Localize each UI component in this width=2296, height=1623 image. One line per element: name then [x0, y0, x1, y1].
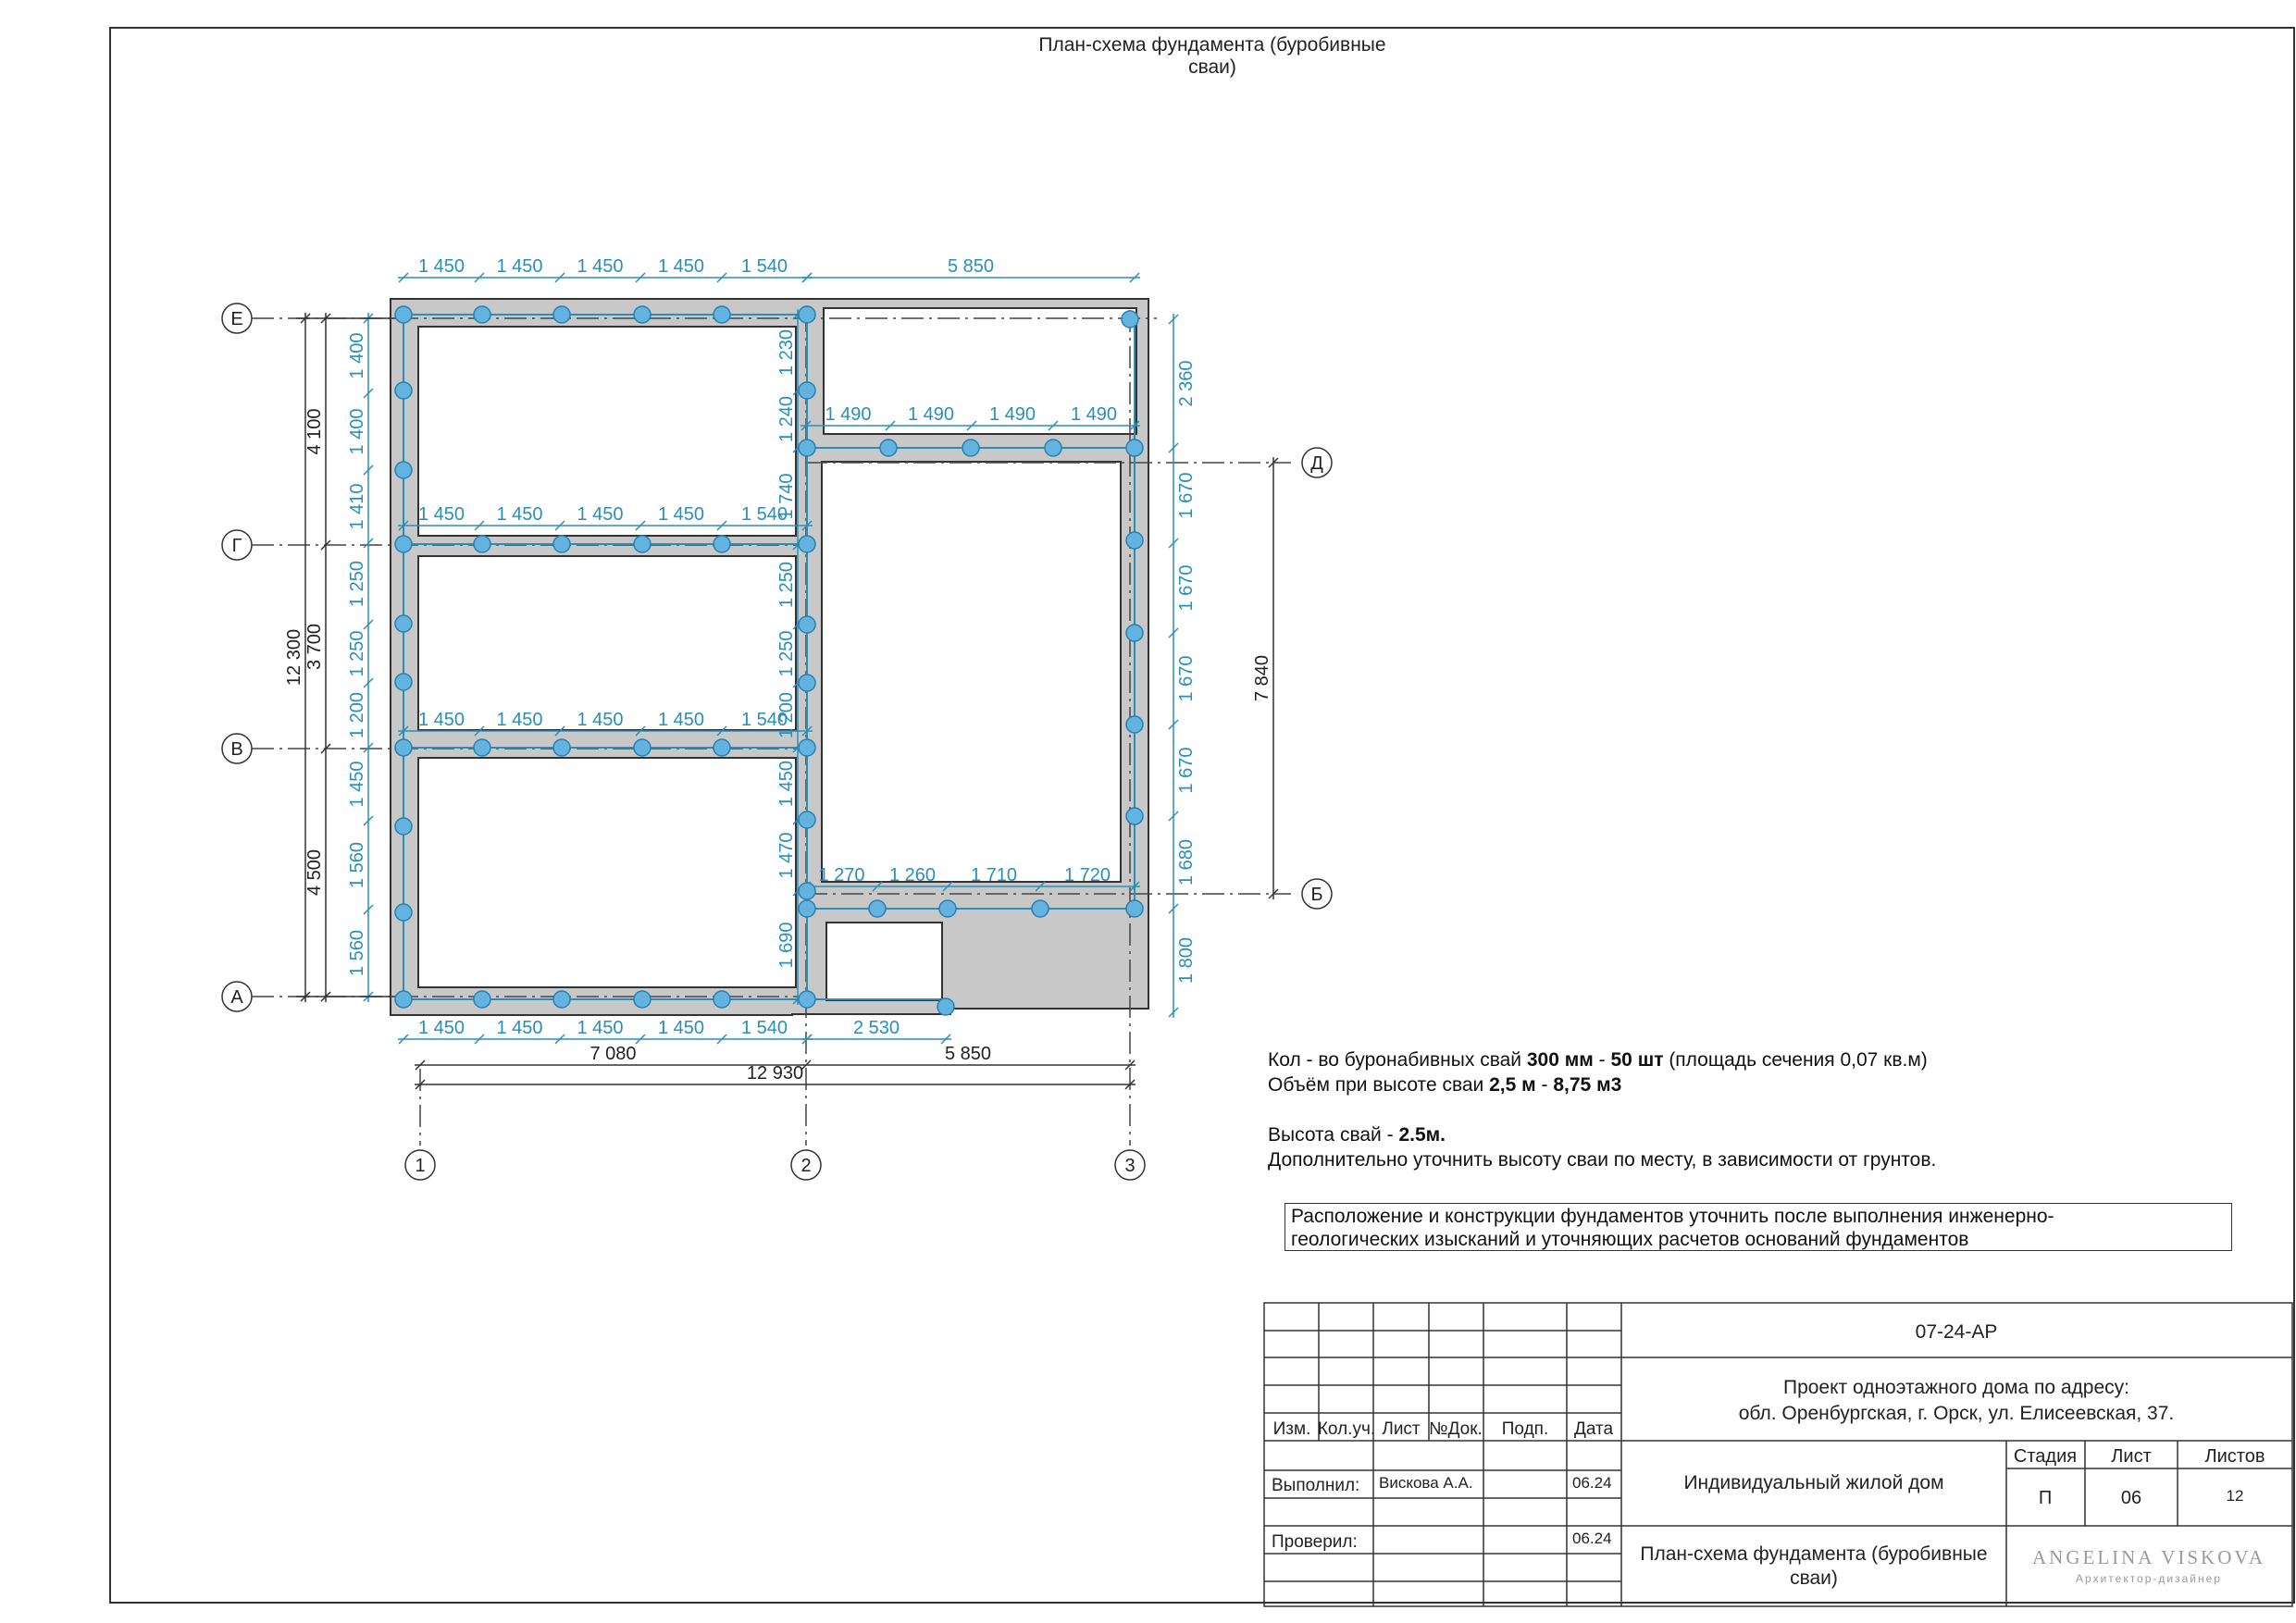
stamp-col-stage: Стадия — [2013, 1446, 2078, 1467]
stamp-checked-label: Проверил: — [1272, 1532, 1358, 1552]
foundation-notice-box — [1285, 1203, 2232, 1251]
dim-overall-total-0: 12 930 — [746, 1063, 804, 1084]
stamp-sheet: 06 — [2120, 1488, 2142, 1508]
pile-6 — [799, 440, 815, 456]
pile-28 — [634, 739, 651, 756]
dim-bottom-4: 1 540 — [740, 1018, 788, 1038]
pile-notes — [1268, 1047, 2286, 1172]
plan-title-line2: сваи) — [1188, 56, 1236, 78]
pile-19 — [395, 904, 412, 921]
axis-label-row-4: Д — [1310, 453, 1323, 474]
pile-32 — [553, 991, 570, 1008]
note-pile-count: Кол - во буронабивных свай 300 мм - 50 шт (площадь сечения 0,07 кв.м) — [1268, 1049, 1928, 1071]
note-pile-height: Высота свай - 2.5м. — [1268, 1124, 1446, 1146]
dim-row-b-2: 1 710 — [970, 865, 1018, 886]
dim-right-room-0: 1 490 — [825, 404, 872, 425]
axis-label-row-0: Е — [230, 309, 243, 329]
pile-21 — [474, 536, 490, 552]
dim-left-section-0: 4 100 — [304, 408, 325, 455]
pile-42 — [1126, 532, 1143, 549]
dim-right-room-1: 1 490 — [907, 404, 955, 425]
pile-38 — [799, 616, 815, 633]
pile-25 — [799, 536, 815, 552]
dim-row-v-1: 1 450 — [496, 710, 543, 730]
dim-row-b-3: 1 720 — [1063, 865, 1111, 886]
stamp-col-sheet: Лист — [2111, 1446, 2152, 1467]
dim-left-piles-7: 1 560 — [347, 841, 367, 889]
pile-15 — [395, 615, 412, 632]
pile-0 — [395, 306, 412, 323]
pile-5 — [799, 306, 815, 323]
dim-right-piles-5: 1 680 — [1176, 838, 1197, 886]
pile-22 — [553, 536, 570, 552]
dim-row-v-2: 1 450 — [577, 710, 624, 730]
pile-4 — [714, 306, 730, 323]
pile-47 — [869, 900, 886, 917]
pile-1 — [474, 306, 490, 323]
dim-right-piles-2: 1 670 — [1176, 564, 1197, 612]
pile-2 — [553, 306, 570, 323]
stamp-sheet-title-line2: сваи) — [1790, 1567, 1838, 1589]
pile-3 — [634, 306, 651, 323]
stamp-performed-date: 06.24 — [1572, 1474, 1612, 1492]
stamp-header-sign: Подп. — [1501, 1419, 1549, 1439]
pile-11 — [1122, 311, 1138, 328]
pile-12 — [395, 382, 412, 399]
dim-top-4: 1 540 — [740, 256, 788, 277]
dim-row-g-2: 1 450 — [577, 504, 624, 525]
dim-row-b-0: 1 270 — [818, 865, 865, 886]
note-clarify-height: Дополнительно уточнить высоту сваи по месту, в зависимости от грунтов. — [1268, 1149, 1937, 1171]
dim-left-piles-5: 1 200 — [347, 691, 367, 739]
dim-left-piles-1: 1 400 — [347, 408, 367, 455]
logo-subtitle: Архитектор-дизайнер — [2076, 1572, 2222, 1585]
stamp-header-doc: №Док. — [1429, 1419, 1483, 1439]
dim-right-piles-6: 1 800 — [1176, 936, 1197, 985]
axis-label-col-0: 1 — [415, 1156, 426, 1176]
dim-bottom-3: 1 450 — [657, 1018, 705, 1038]
dim-bottom-extra-0: 2 530 — [852, 1018, 900, 1038]
dim-row-g-4: 1 540 — [740, 504, 788, 525]
dim-bottom-1: 1 450 — [496, 1018, 543, 1038]
stamp-sheets: 12 — [2226, 1487, 2244, 1505]
stamp-project-line1: Проект одноэтажного дома по адресу: — [1782, 1377, 2130, 1398]
dim-row-g-3: 1 450 — [657, 504, 705, 525]
note-volume: Объём при высоте сваи 2,5 м - 8,75 м3 — [1268, 1074, 1622, 1096]
dim-row-g-1: 1 450 — [496, 504, 543, 525]
dim-top-2: 1 450 — [577, 256, 624, 277]
dim-mid-piles-6: 1 450 — [776, 760, 797, 808]
stamp-performed-name: Вискова А.А. — [1379, 1474, 1473, 1492]
pile-24 — [714, 536, 730, 552]
plan-title-line1: План-схема фундамента (буробивные — [1038, 34, 1386, 56]
dim-row-v-3: 1 450 — [657, 710, 705, 730]
pile-27 — [553, 739, 570, 756]
stamp-code: 07-24-АР — [1915, 1321, 1998, 1343]
dim-right-piles-3: 1 670 — [1176, 655, 1197, 702]
dim-overall-bottom-1: 5 850 — [944, 1044, 992, 1064]
stamp-header-izm: Изм. — [1272, 1419, 1311, 1439]
dim-left-section-1: 3 700 — [304, 623, 325, 671]
notice-line2: геологических изысканий и уточняющих расчетов оснований фундаментов — [1291, 1229, 1969, 1250]
dim-mid-piles-0: 1 230 — [776, 328, 797, 377]
pile-41 — [799, 883, 815, 899]
dim-right-piles-0: 2 360 — [1176, 360, 1197, 407]
stamp-project-line2: обл. Оренбургская, г. Орск, ул. Елисеевская, 37. — [1738, 1403, 2175, 1424]
dim-right-room-3: 1 490 — [1070, 404, 1118, 425]
dim-mid-piles-8: 1 690 — [776, 922, 797, 969]
axis-label-row-2: В — [230, 739, 243, 760]
dim-left-section-2: 4 500 — [304, 849, 325, 897]
notice-line1: Расположение и конструкции фундаментов уточнить после выполнения инженерно- — [1291, 1206, 2054, 1227]
pile-17 — [395, 739, 412, 756]
dim-left-piles-2: 1 410 — [347, 483, 367, 530]
dim-bottom-2: 1 450 — [577, 1018, 624, 1038]
dim-overall-bottom-0: 7 080 — [590, 1044, 637, 1064]
dim-mid-piles-7: 1 470 — [776, 832, 797, 879]
dim-top-0: 1 450 — [417, 256, 465, 277]
pile-48 — [939, 900, 956, 917]
dim-right-room-2: 1 490 — [988, 404, 1036, 425]
pile-35 — [799, 991, 815, 1008]
dim-left-total-0: 12 300 — [284, 628, 304, 687]
dim-right-total-0: 7 840 — [1252, 654, 1272, 702]
pile-46 — [799, 900, 815, 917]
stamp-col-sheets: Листов — [2204, 1446, 2265, 1467]
pile-44 — [1126, 716, 1143, 733]
stamp-header-kol: Кол.уч. — [1317, 1419, 1376, 1439]
dim-left-piles-0: 1 400 — [347, 332, 367, 379]
pile-37 — [799, 382, 815, 399]
plan-title — [972, 34, 1453, 79]
pile-26 — [474, 739, 490, 756]
stamp-performed-label: Выполнил: — [1272, 1476, 1360, 1495]
dim-right-piles-1: 1 670 — [1176, 472, 1197, 519]
stamp-building: Индивидуальный жилой дом — [1683, 1472, 1944, 1493]
pile-36 — [937, 998, 954, 1015]
pile-43 — [1126, 625, 1143, 641]
dim-bottom-0: 1 450 — [417, 1018, 465, 1038]
dim-left-piles-6: 1 450 — [347, 761, 367, 808]
dim-row-b-1: 1 260 — [888, 865, 937, 886]
dim-right-piles-4: 1 670 — [1176, 747, 1197, 794]
pile-29 — [714, 739, 730, 756]
dim-mid-piles-4: 1 250 — [776, 630, 797, 677]
axis-label-row-5: Б — [1310, 885, 1323, 905]
dim-mid-piles-2: 1 740 — [776, 473, 797, 520]
pile-30 — [799, 739, 815, 756]
dim-mid-piles-3: 1 250 — [776, 561, 797, 609]
pile-34 — [714, 991, 730, 1008]
stamp-header-date: Дата — [1573, 1419, 1614, 1439]
pile-14 — [395, 536, 412, 552]
pile-13 — [395, 462, 412, 478]
dim-top-1: 1 450 — [496, 256, 543, 277]
axis-label-col-2: 3 — [1124, 1156, 1136, 1176]
axis-label-col-1: 2 — [800, 1156, 812, 1176]
dim-left-piles-4: 1 250 — [347, 630, 367, 677]
pile-39 — [799, 675, 815, 691]
dim-left-piles-3: 1 250 — [347, 560, 367, 608]
pile-45 — [1126, 808, 1143, 824]
pile-9 — [1045, 440, 1061, 456]
stamp-header-list: Лист — [1382, 1419, 1421, 1439]
pile-49 — [1032, 900, 1049, 917]
pile-18 — [395, 818, 412, 835]
axis-label-row-1: Г — [231, 536, 242, 556]
logo-name: ANGELINA VISKOVA — [2032, 1546, 2265, 1568]
pile-40 — [799, 812, 815, 828]
stamp-sheet-title-line1: План-схема фундамента (буробивные — [1640, 1543, 1988, 1565]
title-block-texts — [1272, 1321, 2265, 1589]
dim-row-v-4: 1 540 — [740, 710, 788, 730]
pile-23 — [634, 536, 651, 552]
pile-8 — [962, 440, 979, 456]
stamp-checked-date: 06.24 — [1572, 1530, 1612, 1547]
dim-top-3: 1 450 — [657, 256, 705, 277]
stamp-stage: П — [2038, 1488, 2053, 1508]
dim-row-v-0: 1 450 — [417, 710, 465, 730]
dim-top-right-0: 5 850 — [947, 256, 995, 277]
pile-50 — [1126, 900, 1143, 917]
dim-mid-piles-1: 1 240 — [776, 395, 797, 443]
dim-left-piles-8: 1 560 — [347, 929, 367, 977]
axis-label-row-3: А — [230, 987, 243, 1008]
pile-31 — [474, 991, 490, 1008]
dim-mid-piles-5: 1 200 — [776, 691, 797, 739]
pile-7 — [880, 440, 897, 456]
pile-10 — [1126, 440, 1143, 456]
pile-16 — [395, 674, 412, 690]
pile-20 — [395, 991, 412, 1008]
dim-row-g-0: 1 450 — [417, 504, 465, 525]
pile-33 — [634, 991, 651, 1008]
